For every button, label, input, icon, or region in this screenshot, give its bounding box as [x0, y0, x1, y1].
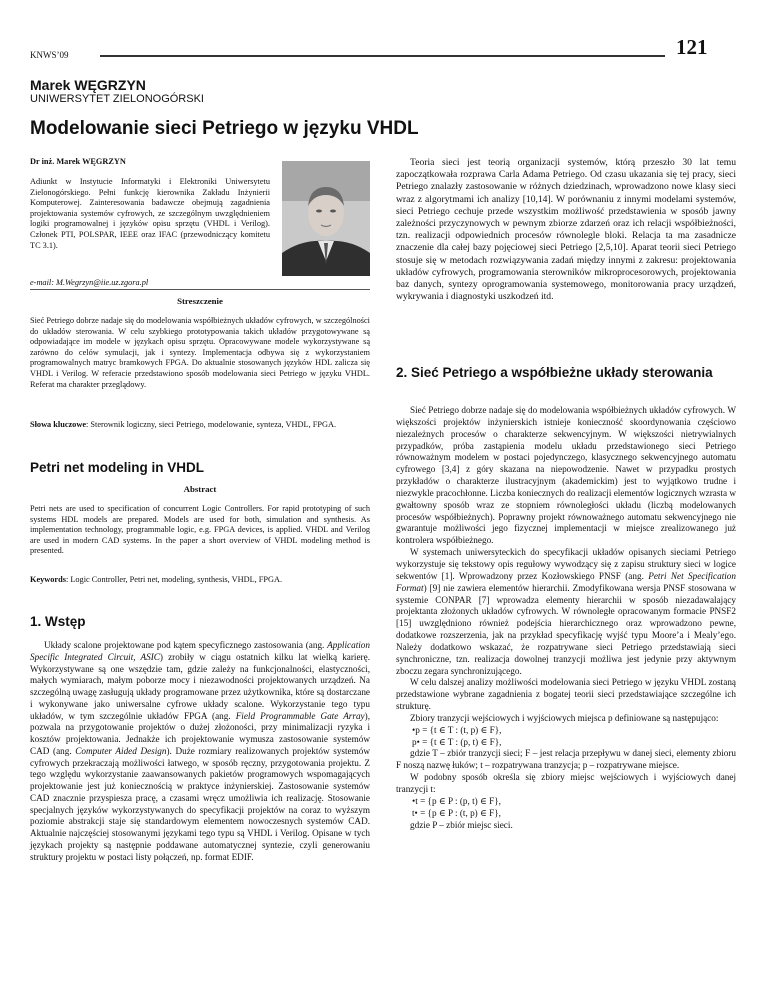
author-affiliation: UNIWERSYTET ZIELONOGÓRSKI	[30, 93, 204, 105]
keywords-en	[30, 575, 370, 586]
paper-title: Modelowanie sieci Petriego w języku VHDL	[30, 118, 419, 139]
page-number: 121	[676, 35, 708, 59]
section1-text	[30, 640, 370, 863]
right-intro-paragraph: Teoria sieci jest teorią organizacji systemów, którą przeszło 30 lat temu zapoczątkowała rozprawa Carla Adama Petriego. Od czasu ukazania się tej pracy, sieci Petriego znalazły zastosowanie w różnych dziedzinach, wprowadzono nowe klasy sieci wraz z algorytmami ich analizy [10,14]. W porównaniu z innymi modelami systemów, sieci Petriego cechuje przede wszystkim możliwość przedstawienia w sposób jawny zależności przyczynowych w pewnym zbiorze zdarzeń oraz ich relacji współbieżności, tzn. realizacji odpowiednich procesów równolegle bloki. Relacja ta ma zasadnicze znaczenie dla całej bazy pojęciowej sieci Petriego [2,5,10]. Aparat teorii sieci Petriego stosuje się w metodach rozwiązywania zadań między innymi z zakresu: projektowania układów cyfrowych, programowania sterowników mikroprocesorowych, projektowania baz danych, syntezy oprogramowania systemowego, monitorowania pracy urządzeń, wykrywania i diagnostyki uszkodzeń itd.	[396, 157, 736, 303]
bio-text: Adiunkt w Instytucie Informatyki i Elektroniki Uniwersytetu Zielonogórskiego. Pełni funkcję kierownika Zakładu Inżynierii Komputerowej. Zainteresowania badawcze obejmują zagadnienia projektowania systemów cyfrowych, ze szczególnym uwzględnieniem logiki programowalnej i języków opisu sprzętu (VHDL i Verilog). Członek PTI, POLSPAR, IEEE oraz IFAC (przewodniczący komitetu TC 3.1).	[30, 177, 270, 250]
keywords-pl-text: : Sterownik logiczny, sieci Petriego, modelowanie, synteza, VHDL, FPGA.	[86, 420, 337, 429]
bio-name: Dr inż. Marek WĘGRZYN	[30, 157, 126, 166]
section2-heading: 2. Sieć Petriego a współbieżne układy sterowania	[396, 365, 713, 380]
keywords-pl	[30, 420, 370, 431]
author-photo	[282, 161, 370, 276]
author-portrait-icon	[282, 161, 370, 276]
author-name: Marek WĘGRZYN	[30, 77, 146, 93]
section2-paragraph-4: Zbiory tranzycji wejściowych i wyjściowych miejsca p definiowane są następująco:	[410, 712, 719, 723]
section1-heading: 1. Wstęp	[30, 614, 86, 629]
section2-paragraph-6: W podobny sposób określa się zbiory miejsc wejściowych i wyjściowych danej tranzycji t:	[396, 772, 736, 794]
journal-name: KNWS’09	[30, 50, 69, 60]
keywords-en-label: Keywords	[30, 575, 66, 584]
section2-paragraph-5: gdzie T – zbiór tranzycji sieci; F – jest relacja przepływu w danej sieci, elementy zbioru F noszą nazwę łuków; t – rozpatrywana tranzycja; p – rozpatrywane miejsce.	[396, 748, 736, 771]
bio-email: e-mail: M.Wegrzyn@iie.uz.zgora.pl	[30, 278, 149, 287]
keywords-en-text: : Logic Controller, Petri net, modeling, synthesis, VHDL, FPGA.	[65, 575, 283, 584]
formula-pre-transition: •t = {p ∈ P : (p, t) ∈ F},	[412, 795, 501, 806]
section1-paragraph: Układy scalone projektowane pod kątem specyficznego zastosowania (ang. Application Specific Integrated Circuit, ASIC) zrobiły w ciągu ostatnich kilku lat wielką karierę. Wykorzystywane są one wszędzie tam, gdzie zależy na funkcjonalności, elastyczności, małych wymiarach, małym poborze mocy i niezawodności projektowanych urządzeń. Na szczególną uwagę zasługują układy programowane przez użytkownika, które są dostarczane i wykonywane jako uniwersalne cyfrowe układy scalone. Wykorzystanie tego typu układów, w tym szczególnie układów FPGA (ang. Field Programmable Gate Array), pozwala na przygotowanie projektów o dużej złożoności, przy minimalizacji ryzyka i kosztów projektowania. Jednakże ich projektowanie wymusza zastosowanie systemów CAD (ang. Computer Aided Design). Duże rozmiary realizowanych projektów systemów cyfrowych przekraczają możliwości łatwego, w sposób ręczny, przygotowania projektu. Z tego względu wykorzystanie zaawansowanych pakietów programowych wspomagających projektowanie jest już koniecznością w praktyce inżynierskiej. Zastosowanie systemów CAD znacznie przyspiesza pracę, a czasami wręcz umożliwia ich realizację. Stosowanie specjalnych języków wykorzystywanych do specyfikacji projektów na coraz to wyższym poziomie abstrakcji staje się standardowym elementem nowoczesnych systemów CAD. Aktualnie najczęściej stosowanymi językami tego typu są VHDL i Verilog. Opisane w tych językach projekty są następnie poddawane automatycznej syntezie, czyli generowaniu struktury projektu w postaci listy połączeń, np. format EDIF.	[30, 640, 370, 862]
section2-paragraph-2: W systemach uniwersyteckich do specyfikacji układów opisanych sieciami Petriego wykorzystuje się tekstowy opis regułowy wywodzący się z zapisu struktury sieci w logice sekwentów [1]. Wprowadzony przez Kozłowskiego PNSF (ang. Petri Net Specification Format) [9] nie zawiera elementów hierarchii. Zmodyfikowana wersja PNSF stosowana w systemie CONPAR [7] wprowadza elementy hierarchii w sposób niezadawalający projektanta złożonych układów cyfrowych. W równoległe opracowanym formacie PNSF2 [15] uwzględniono również podejścia hierarchicznego oraz wprowadzono pewne, dodatkowe rozszerzenia, jak na przykład specyfikację wyjść typu Moore’a i Mealy’ego. Należy dodatkowo wskazać, że rozpatrywane sieci Petriego przedstawiają sieci synchroniczne, tzn. realizacja dowolnej tranzycji możliwa jest jedynie przy aktywnym zboczu zegara synchronizującego.	[396, 547, 736, 676]
abstract-en-title: Petri net modeling in VHDL	[30, 460, 205, 475]
section2-paragraph-3: W celu dalszej analizy możliwości modelowania sieci Petriego w języku VHDL zostaną przedstawione wybrane zagadnienia z bogatej teorii sieci przedstawiające szczególne ich strukturę.	[396, 677, 736, 712]
formula-pre-place: •p = {t ∈ T : (t, p) ∈ F},	[412, 724, 502, 735]
bio-divider	[30, 289, 370, 290]
header-rule	[100, 55, 665, 57]
formula-post-transition: t• = {p ∈ P : (t, p) ∈ F},	[412, 807, 501, 818]
abstract-en-heading: Abstract	[183, 484, 217, 494]
keywords-pl-label: Słowa kluczowe	[30, 420, 87, 429]
abstract-pl-heading: Streszczenie	[177, 296, 223, 306]
abstract-en-text: Petri nets are used to specification of concurrent Logic Controllers. For rapid prototyping of such systems HDL models are prepared. Models are used for both, simulation and synthesis. As implementation technology, programmable logic, e.g. FPGA devices, is applied. VHDL and Verilog are used in modern CAD systems. In the paper a short overview of VHDL modeling method is presented.	[30, 504, 370, 556]
right-intro	[396, 157, 736, 303]
abstract-pl-text: Sieć Petriego dobrze nadaje się do modelowania współbieżnych układów cyfrowych, w szczególności do układów sterowania. W celu szybkiego prototypowania takich układów przygotowywane są odpowiadające im modele w językach opisu sprzętu. Opracowywane modele wykorzystywane są zarówno do celów symulacji, jak i syntezy. Implementacja odbywa się z wykorzystaniem programowalnych matryc bramkowych FPGA. Do aktualnie stosowanych języków HDL zalicza się VHDL i Verilog. W referacie przedstawiono sposób modelowania sieci Petriego w języku VHDL. Referat ma charakter przeglądowy.	[30, 316, 370, 389]
section2-paragraph-1: Sieć Petriego dobrze nadaje się do modelowania współbieżnych układów cyfrowych. W większości projektów inżynierskich istnieje konieczność skoordynowania częściowo niezależnych procesów o charakterze sekwencyjnym. W większości nietrywialnych przypadków, próba zastąpienia modelu układu przedstawionego sieci Petriego równoważnym modelem w postaci pojedynczego, klasycznego sekwencyjnego automatu cyfrowego [3,4] z góry skazana na niepowodzenie. Nawet w przypadku prostych przykładów o charakterze ilustracyjnym (akademickim) jest to wyjątkowo trudne i niezwykle pracochłonne. Liczba koniecznych do realizacji elementów logicznych wzrasta w gwałtowny sposób wraz ze stopniem równoległości układu (liczbą modelowanych procesów współbieżnych). Poprawny projekt równoważnego automatu sekwencyjnego nie gwarantuje możliwości jego fizycznej implementacji w miejsce zrealizowanego już kontrolera współbieżnego.	[396, 405, 736, 546]
section2-text	[396, 405, 736, 831]
formula-post-place: p• = {t ∈ T : (p, t) ∈ F},	[412, 736, 502, 747]
section2-paragraph-7: gdzie P – zbiór miejsc sieci.	[410, 819, 513, 830]
